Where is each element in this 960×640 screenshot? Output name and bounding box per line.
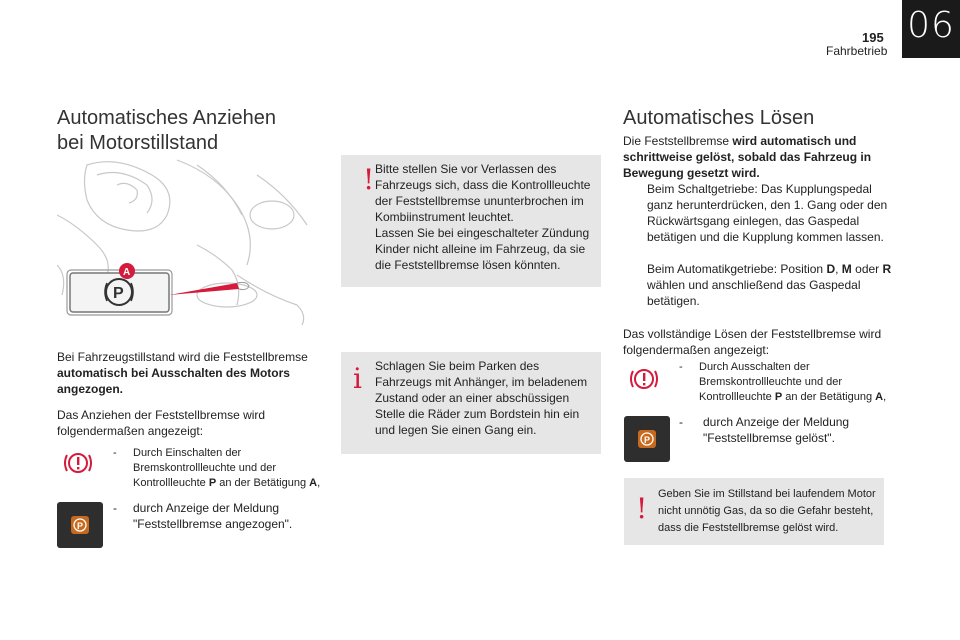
- bold-a: A: [309, 477, 318, 489]
- item-text: Beim Schaltgetriebe: Das Kupplungspedal ganz herunterdrücken, den 1. Gang oder den Rückwärtsgang einlegen, das Gaspedal betätigen und die Kupplung kommen lassen.: [647, 182, 888, 244]
- svg-text:P: P: [113, 285, 124, 302]
- warning-text-2: Lassen Sie bei eingeschalteter Zündung Kinder nicht alleine im Fahrzeug, da sie die Feststellbremse lösen könnten.: [375, 226, 590, 272]
- right-intro-normal: Die Feststellbremse: [623, 134, 730, 148]
- bullet-text: an der Betätigung: [785, 391, 873, 403]
- section-name: Fahrbetrieb: [826, 44, 888, 58]
- dash: -: [679, 415, 683, 429]
- dash: -: [113, 501, 117, 515]
- console-drawing: [57, 155, 314, 327]
- parking-brake-switch-icon: [624, 416, 670, 462]
- left-intro-normal: Bei Fahrzeugstillstand wird die Feststellbremse: [57, 350, 308, 364]
- bold-p: P: [208, 477, 217, 489]
- info-box-trailer: [341, 352, 601, 454]
- title-line-1: Automatisches Anziehen: [57, 107, 277, 129]
- gear-m: M: [841, 262, 852, 276]
- left-bullet-1: [113, 446, 328, 491]
- item-text: oder: [855, 262, 880, 276]
- info-text: Schlagen Sie beim Parken des Fahrzeugs mit Anhänger, im beladenem Zustand oder an einer abschüssigen Stelle die Räder zum Bordstein hin ein und legen Sie einen Gang ein.: [375, 359, 588, 437]
- item-comma: ,: [835, 262, 839, 276]
- right-bullet-2: [679, 414, 889, 446]
- left-bullet-2: [113, 500, 328, 532]
- title-line-2: bei Motorstillstand: [57, 132, 219, 154]
- bullet-text: an der Betätigung: [219, 477, 307, 489]
- gear-r: R: [882, 262, 892, 276]
- dash: -: [113, 447, 117, 459]
- right-intro-bold: wird automatisch und schrittweise gelöst, sobald das Fahrzeug in Bewegung gesetzt wird.: [623, 134, 872, 180]
- bullet-end: ,: [317, 477, 321, 489]
- title-automatic-apply: [57, 106, 357, 156]
- console-illustration: [57, 155, 314, 327]
- bullet-text: Durch Ausschalten der Bremskontrollleuchte und der Kontrollleuchte: [699, 361, 843, 403]
- page-number: 195: [862, 30, 884, 45]
- bullet-text: durch Anzeige der Meldung "Feststellbremse gelöst".: [703, 415, 850, 445]
- right-intro: [623, 133, 893, 181]
- exclamation-icon: !: [636, 492, 648, 525]
- chapter-badge: 06: [902, 0, 960, 58]
- gear-d: D: [826, 262, 836, 276]
- brake-warning-lamp-icon: [628, 366, 660, 390]
- bullet-end: ,: [883, 391, 887, 403]
- right-bullet-1: [679, 360, 894, 405]
- info-icon: i: [353, 362, 362, 395]
- left-display-intro: Das Anziehen der Feststellbremse wird folgendermaßen angezeigt:: [57, 408, 266, 438]
- right-item-2: [623, 261, 893, 309]
- left-intro: [57, 349, 327, 397]
- item-text: wählen und anschließend das Gaspedal betätigen.: [647, 278, 861, 308]
- dash: -: [679, 361, 683, 373]
- left-intro-bold: automatisch bei Ausschalten des Motors angezogen.: [57, 366, 290, 396]
- item-text: Beim Automatikgetriebe: Position: [647, 262, 824, 276]
- warning-text-1: Bitte stellen Sie vor Verlassen des Fahrzeugs sich, dass die Kontrollleuchte der Feststellbremse ununterbrochen im Kombiinstrument leuchtet.: [375, 162, 591, 224]
- bullet-text: durch Anzeige der Meldung "Feststellbremse angezogen".: [133, 501, 293, 531]
- right-item-1: [623, 181, 893, 245]
- bold-a: A: [875, 391, 884, 403]
- exclamation-icon: !: [363, 163, 375, 196]
- svg-text:P: P: [77, 521, 84, 531]
- bold-p: P: [774, 391, 783, 403]
- callout-label: A: [123, 267, 131, 278]
- title-automatic-release: Automatisches Lösen: [623, 107, 815, 129]
- brake-warning-lamp-icon: [62, 450, 94, 474]
- warning-text: Geben Sie im Stillstand bei laufendem Motor nicht unnötig Gas, da so die Gefahr besteht, dass die Feststellbremse gelöst wird.: [658, 488, 876, 534]
- warning-box-accelerator: [624, 478, 884, 545]
- svg-text:P: P: [644, 435, 651, 445]
- parking-brake-switch-icon: [57, 502, 103, 548]
- right-release-intro: Das vollständige Lösen der Feststellbremse wird folgendermaßen angezeigt:: [623, 327, 882, 357]
- warning-box-leave-vehicle: [341, 155, 601, 287]
- bullet-text: Durch Einschalten der Bremskontrollleuchte und der Kontrollleuchte: [133, 447, 277, 489]
